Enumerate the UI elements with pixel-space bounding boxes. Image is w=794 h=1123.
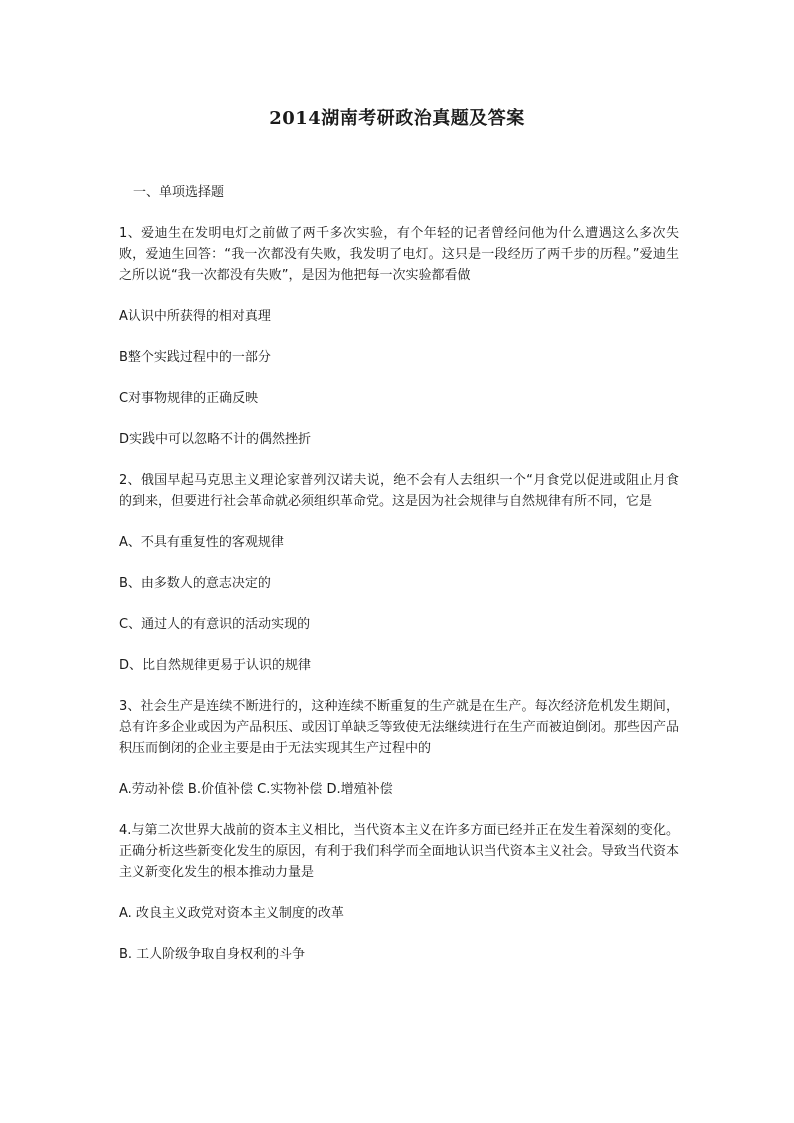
- question-1-option-c: C对事物规律的正确反映: [119, 391, 259, 406]
- question-3-options: A.劳动补偿 B.价值补偿 C.实物补偿 D.增殖补偿: [119, 782, 393, 797]
- document-title: 2014湖南考研政治真题及答案: [269, 108, 525, 129]
- question-2-option-c: C、通过人的有意识的活动实现的: [119, 617, 311, 632]
- document-body: [119, 182, 679, 985]
- question-1-option-d: D实践中可以忽略不计的偶然挫折: [119, 432, 312, 447]
- question-4-option-a: A. 改良主义政党对资本主义制度的改革: [119, 906, 344, 921]
- question-2-stem: 2、俄国早起马克思主义理论家普列汉诺夫说，绝不会有人去组织一个“月食党以促进或阻止月食的到来，但要进行社会革命就必须组织革命党。这是因为社会规律与自然规律有所不同，它是: [119, 473, 679, 509]
- question-3-stem: 3、社会生产是连续不断进行的，这种连续不断重复的生产就是在生产。每次经济危机发生期间，总有许多企业或因为产品积压、或因订单缺乏等致使无法继续进行在生产而被迫倒闭。那些因产品积压而倒闭的企业主要是由于无法实现其生产过程中的: [119, 699, 679, 756]
- question-4-option-b: B. 工人阶级争取自身权利的斗争: [119, 947, 306, 962]
- section-heading: 一、单项选择题: [133, 185, 225, 200]
- question-2-option-d: D、比自然规律更易于认识的规律: [119, 658, 312, 673]
- question-1-stem: 1、爱迪生在发明电灯之前做了两千多次实验，有个年轻的记者曾经问他为什么遭遇这么多次失败，爱迪生回答：“我一次都没有失败，我发明了电灯。这只是一段经历了两千步的历程。”爱迪生之所以说“我一次都没有失败”，是因为他把每一次实验都看做: [119, 226, 679, 283]
- question-2-option-b: B、由多数人的意志决定的: [119, 576, 271, 591]
- question-1-option-b: B整个实践过程中的一部分: [119, 350, 271, 365]
- question-4-stem: 4.与第二次世界大战前的资本主义相比，当代资本主义在许多方面已经并正在发生着深刻的变化。正确分析这些新变化发生的原因，有利于我们科学而全面地认识当代资本主义社会。导致当代资本主义新变化发生的根本推动力量是: [119, 823, 679, 880]
- question-2-option-a: A、不具有重复性的客观规律: [119, 535, 284, 550]
- question-1-option-a: A认识中所获得的相对真理: [119, 309, 271, 324]
